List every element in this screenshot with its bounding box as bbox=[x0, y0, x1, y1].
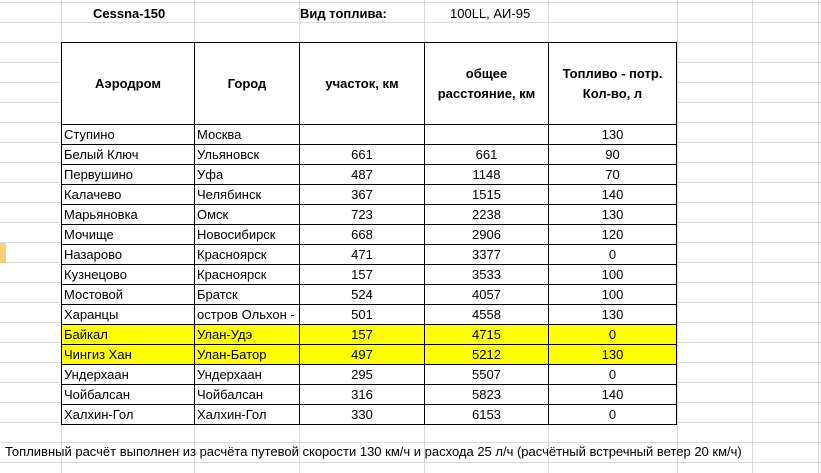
cell-segment[interactable] bbox=[300, 125, 425, 145]
cell-fuel[interactable]: 120 bbox=[549, 225, 677, 245]
cell-total[interactable]: 3533 bbox=[425, 265, 549, 285]
cell-fuel[interactable]: 90 bbox=[549, 145, 677, 165]
cell-aerodrome[interactable]: Халхин-Гол bbox=[62, 405, 195, 425]
cell-aerodrome[interactable]: Харанцы bbox=[62, 305, 195, 325]
table-header-row bbox=[62, 43, 677, 125]
cell-city[interactable]: Челябинск bbox=[195, 185, 300, 205]
cell-fuel[interactable]: 130 bbox=[549, 125, 677, 145]
cell-segment[interactable]: 316 bbox=[300, 385, 425, 405]
cell-aerodrome[interactable]: Назарово bbox=[62, 245, 195, 265]
cell-segment[interactable]: 487 bbox=[300, 165, 425, 185]
cell-fuel[interactable]: 0 bbox=[549, 325, 677, 345]
cell-fuel[interactable]: 0 bbox=[549, 405, 677, 425]
cell-segment[interactable]: 157 bbox=[300, 325, 425, 345]
active-row-marker bbox=[0, 243, 6, 263]
cell-city[interactable]: Улан-Удэ bbox=[195, 325, 300, 345]
cell-aerodrome[interactable]: Байкал bbox=[62, 325, 195, 345]
cell-city[interactable]: Уфа bbox=[195, 165, 300, 185]
fuel-type-label[interactable]: Вид топлива: bbox=[300, 6, 387, 21]
cell-total[interactable]: 6153 bbox=[425, 405, 549, 425]
cell-city[interactable]: Красноярск bbox=[195, 265, 300, 285]
table-row bbox=[62, 125, 677, 145]
cell-total[interactable]: 4715 bbox=[425, 325, 549, 345]
cell-city[interactable]: Халхин-Гол bbox=[195, 405, 300, 425]
table-row bbox=[62, 285, 677, 305]
cell-fuel[interactable]: 140 bbox=[549, 385, 677, 405]
cell-segment[interactable]: 157 bbox=[300, 265, 425, 285]
cell-total[interactable]: 5507 bbox=[425, 365, 549, 385]
cell-aerodrome[interactable]: Первушино bbox=[62, 165, 195, 185]
table-row bbox=[62, 385, 677, 405]
cell-aerodrome[interactable]: Мочище bbox=[62, 225, 195, 245]
cell-segment[interactable]: 668 bbox=[300, 225, 425, 245]
cell-aerodrome[interactable]: Марьяновка bbox=[62, 205, 195, 225]
cell-city[interactable]: Новосибирск bbox=[195, 225, 300, 245]
cell-segment[interactable]: 661 bbox=[300, 145, 425, 165]
cell-total[interactable]: 3377 bbox=[425, 245, 549, 265]
cell-total[interactable] bbox=[425, 125, 549, 145]
column-header-aerodrome[interactable]: Аэродром bbox=[62, 43, 195, 125]
table-row bbox=[62, 405, 677, 425]
cell-aerodrome[interactable]: Чингиз Хан bbox=[62, 345, 195, 365]
cell-segment[interactable]: 497 bbox=[300, 345, 425, 365]
cell-segment[interactable]: 501 bbox=[300, 305, 425, 325]
cell-total[interactable]: 4057 bbox=[425, 285, 549, 305]
cell-total[interactable]: 2906 bbox=[425, 225, 549, 245]
cell-fuel[interactable]: 70 bbox=[549, 165, 677, 185]
cell-fuel[interactable]: 130 bbox=[549, 205, 677, 225]
cell-fuel[interactable]: 100 bbox=[549, 265, 677, 285]
cell-fuel[interactable]: 140 bbox=[549, 185, 677, 205]
table-row bbox=[62, 185, 677, 205]
table-row bbox=[62, 305, 677, 325]
table-row bbox=[62, 245, 677, 265]
cell-total[interactable]: 4558 bbox=[425, 305, 549, 325]
cell-city[interactable]: Ульяновск bbox=[195, 145, 300, 165]
cell-aerodrome[interactable]: Кузнецово bbox=[62, 265, 195, 285]
table-row bbox=[62, 265, 677, 285]
cell-total[interactable]: 5212 bbox=[425, 345, 549, 365]
table-row bbox=[62, 365, 677, 385]
cell-fuel[interactable]: 130 bbox=[549, 345, 677, 365]
cell-total[interactable]: 2238 bbox=[425, 205, 549, 225]
column-header-total-distance[interactable]: общее расстояние, км bbox=[425, 43, 549, 125]
fuel-calculation-note[interactable]: Топливный расчёт выполнен из расчёта путевой скорости 130 км/ч и расхода 25 л/ч (расчётный встречный ветер 20 км/ч) bbox=[5, 444, 742, 459]
cell-city[interactable]: Улан-Батор bbox=[195, 345, 300, 365]
cell-fuel[interactable]: 130 bbox=[549, 305, 677, 325]
fuel-type-value[interactable]: 100LL, АИ-95 bbox=[450, 6, 531, 21]
table-row bbox=[62, 205, 677, 225]
cell-total[interactable]: 5823 bbox=[425, 385, 549, 405]
cell-city[interactable]: Чойбалсан bbox=[195, 385, 300, 405]
fuel-table bbox=[61, 42, 677, 425]
cell-fuel[interactable]: 100 bbox=[549, 285, 677, 305]
cell-segment[interactable]: 524 bbox=[300, 285, 425, 305]
cell-aerodrome[interactable]: Мостовой bbox=[62, 285, 195, 305]
cell-city[interactable]: Красноярск bbox=[195, 245, 300, 265]
cell-segment[interactable]: 471 bbox=[300, 245, 425, 265]
cell-segment[interactable]: 330 bbox=[300, 405, 425, 425]
cell-aerodrome[interactable]: Ступино bbox=[62, 125, 195, 145]
table-body bbox=[62, 125, 677, 425]
table-row bbox=[62, 225, 677, 245]
column-header-fuel[interactable]: Топливо - потр. Кол-во, л bbox=[549, 43, 677, 125]
table-row bbox=[62, 165, 677, 185]
cell-aerodrome[interactable]: Белый Ключ bbox=[62, 145, 195, 165]
table-row bbox=[62, 145, 677, 165]
cell-segment[interactable]: 367 bbox=[300, 185, 425, 205]
cell-total[interactable]: 661 bbox=[425, 145, 549, 165]
cell-aerodrome[interactable]: Чойбалсан bbox=[62, 385, 195, 405]
cell-aerodrome[interactable]: Ундерхаан bbox=[62, 365, 195, 385]
cell-segment[interactable]: 295 bbox=[300, 365, 425, 385]
column-header-city[interactable]: Город bbox=[195, 43, 300, 125]
cell-aerodrome[interactable]: Калачево bbox=[62, 185, 195, 205]
cell-total[interactable]: 1148 bbox=[425, 165, 549, 185]
cell-city[interactable]: Братск bbox=[195, 285, 300, 305]
cell-segment[interactable]: 723 bbox=[300, 205, 425, 225]
aircraft-label[interactable]: Cessna-150 bbox=[93, 6, 166, 21]
cell-fuel[interactable]: 0 bbox=[549, 365, 677, 385]
cell-city[interactable]: Омск bbox=[195, 205, 300, 225]
cell-city[interactable]: Ундерхаан bbox=[195, 365, 300, 385]
table-row bbox=[62, 345, 677, 365]
cell-city[interactable]: Москва bbox=[195, 125, 300, 145]
cell-fuel[interactable]: 0 bbox=[549, 245, 677, 265]
cell-city[interactable]: остров Ольхон - bbox=[195, 305, 300, 325]
column-header-segment[interactable]: участок, км bbox=[300, 43, 425, 125]
table-row bbox=[62, 325, 677, 345]
cell-total[interactable]: 1515 bbox=[425, 185, 549, 205]
